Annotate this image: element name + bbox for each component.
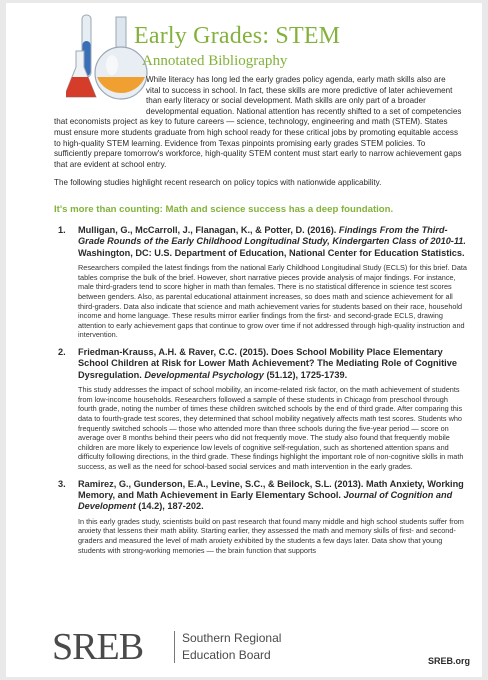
entry-citation (78, 347, 468, 381)
intro-paragraph (54, 75, 462, 170)
page-footer (6, 623, 482, 673)
intro-text: While literacy has long led the early grades policy agenda, early math skills also are vital to success in school. In fact, these skills are more predictive of later achievement than early literacy or social development. Math skills are only part of a broader developmental equation. National attention has recently shifted to a set of competencies that economists project as key to future careers — science, technology, engineering and math (STEM). States must ensure more students graduate from high school ready for these critical jobs by promoting equitable access to high-quality STEM learning. Evidence from Texas pinpoints promising early grades STEM policies. To sufficiently prepare tomorrow's workforce, high-quality STEM content must start early to narrow achievement gaps that are evident at school entry. (54, 75, 462, 169)
section-heading: It's more than counting: Math and science success has a deep foundation. (54, 204, 394, 215)
entry-number: 1. (58, 225, 66, 235)
entry-title: Developmental Psychology (144, 369, 264, 380)
org-name-line-2: Education Board (182, 648, 271, 662)
bibliography-entry (54, 225, 468, 340)
document-page (6, 3, 482, 677)
org-name-line-1: Southern Regional (182, 631, 282, 645)
entry-number: 3. (58, 478, 66, 489)
entry-authors: Friedman-Krauss, A.H. & Raver, C.C. (2015). Does School Mobility Place Elementary School Children at Risk for Lower Math Achievement? The Mediating Role of Cognitive Dysregulation. (78, 346, 457, 380)
entry-title: Findings From the Third-Grade Rounds of the Early Childhood Longitudinal Study, Kindergarten Class of 2010-11. (78, 225, 466, 247)
bibliography-entry (54, 479, 468, 556)
bibliography-list (54, 225, 468, 562)
logo-divider (174, 631, 175, 663)
entry-authors: Mulligan, G., McCarroll, J., Flanagan, K., & Potter, D. (2016). (78, 225, 337, 235)
image-wrap-space (54, 75, 146, 117)
document-title: Early Grades: STEM (134, 23, 341, 49)
entry-number: 2. (58, 346, 66, 357)
entry-publisher: Washington, DC: U.S. Department of Education, National Center for Education Statistics. (78, 247, 465, 258)
entry-abstract: This study addresses the impact of school mobility, an income-related risk factor, on the math achievement of students from low-income households. Researchers followed a sample of these students in Chicago from preschool through fourth grade, noting the number of times these children switched schools by the end of third grade. After comparing this data to fourth-grade test scores, they determined that school mobility negatively affects math test scores. Students who frequently switched schools — those who attended more than three schools during the five-year period — score on average over 8 months behind their peers who did not frequently move. The study also found that frequently mobile children are more likely to experience low levels of cognitive self-regulation, such as shortened attention spans and difficulty following directions, in the third grade. These findings highlight the important role of non-cognitive skills in math success, as well as the need for school-based social services and math intervention in the early grades. (78, 385, 464, 471)
entry-authors: Ramirez, G., Gunderson, E.A., Levine, S.C., & Beilock, S.L. (2013). Math Anxiety, Working Memory, and Math Achievement in Early Elementary School. (78, 478, 464, 500)
entry-title: Journal of Cognition and Development (78, 489, 453, 512)
entry-citation (78, 479, 468, 513)
bibliography-entry (54, 347, 468, 472)
sreb-logo: SREB (52, 626, 144, 668)
entry-publisher: (14.2), 187-202. (138, 501, 204, 512)
entry-publisher: (51.12), 1725-1739. (266, 369, 348, 380)
website-link[interactable]: SREB.org (427, 656, 470, 666)
entry-citation (78, 225, 468, 259)
entry-abstract: Researchers compiled the latest findings from the national Early Childhood Longitudinal Study (ECLS) for this brief. Data tables comprise the bulk of the brief. However, short narrative pieces provide analysis of major findings. For instance, male third-graders tend to score higher in math than females. There is no statistical difference in science test scores between genders. Also, as parental educational attainment increases, so does math and science achievement for all third-graders. Data also indicate that science and math achievement varies for students based on their race, household income and home language. These results mirror earlier findings from the first- and second-grade ECLS, drawing attention to early achievement gaps that continue to grow over time if not addressed through high-quality instruction and intervention. (78, 263, 467, 340)
document-subtitle: Annotated Bibliography (142, 53, 288, 69)
entry-abstract: In this early grades study, scientists build on past research that found many middle and high school students suffer from anxiety that lessens their math ability. Starting earlier, they assessed the math and memory skills of first- and second-graders and measured the level of math anxiety exhibited by the students a few days later. Data show that young students with strong-working memories — the brain function that supports (78, 516, 464, 555)
lead-sentence: The following studies highlight recent research on policy topics with nationwide applicability. (54, 178, 382, 187)
